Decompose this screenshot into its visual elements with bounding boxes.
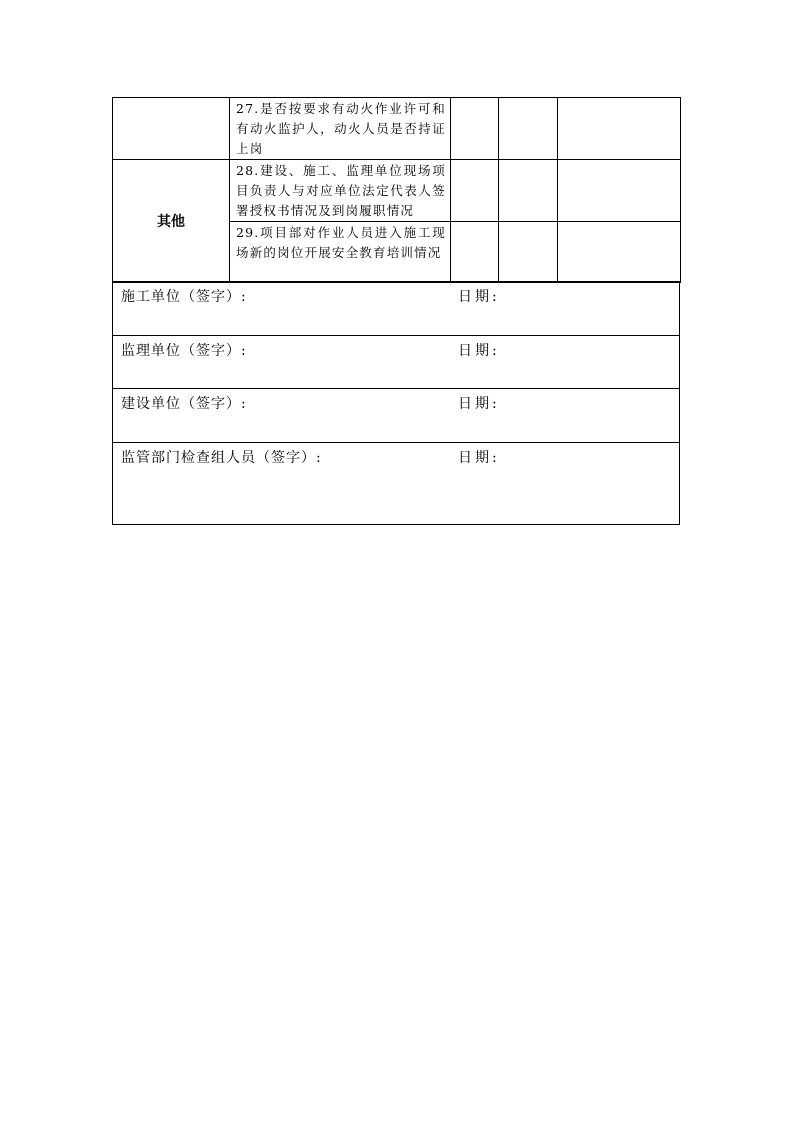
remark-cell [558, 98, 681, 160]
signature-cell [113, 443, 680, 525]
signature-cell [113, 282, 680, 336]
check-item-29: 29.项目部对作业人员进入施工现场新的岗位开展安全教育培训情况 [230, 222, 451, 283]
result-cell [451, 98, 499, 160]
date-label: 日期: [458, 450, 500, 466]
date-label: 日期: [458, 343, 500, 359]
table-row [113, 98, 681, 160]
remark-cell [558, 222, 681, 283]
result-cell [499, 160, 558, 222]
inspection-checklist-table [112, 97, 681, 283]
check-item-27: 27.是否按要求有动火作业许可和有动火监护人，动火人员是否持证上岗 [230, 98, 451, 160]
signature-row-supervision [113, 336, 680, 389]
remark-cell [558, 160, 681, 222]
signature-table [112, 281, 680, 525]
date-label: 日期: [458, 289, 500, 305]
signature-label: 施工单位（签字）: [121, 289, 247, 305]
table-row [113, 160, 681, 222]
date-label: 日期: [458, 396, 500, 412]
signature-row-inspection-team [113, 443, 680, 525]
signature-label: 监管部门检查组人员（签字）: [121, 450, 322, 466]
signature-cell [113, 389, 680, 443]
result-cell [499, 222, 558, 283]
category-cell-empty [113, 98, 230, 160]
category-cell: 其他 [113, 160, 230, 283]
signature-label: 建设单位（签字）: [121, 396, 247, 412]
result-cell [451, 222, 499, 283]
signature-row-construction [113, 282, 680, 336]
signature-label: 监理单位（签字）: [121, 343, 247, 359]
signature-cell [113, 336, 680, 389]
check-item-28: 28.建设、施工、监理单位现场项目负责人与对应单位法定代表人签署授权书情况及到岗履职情况 [230, 160, 451, 222]
signature-row-owner [113, 389, 680, 443]
result-cell [499, 98, 558, 160]
result-cell [451, 160, 499, 222]
